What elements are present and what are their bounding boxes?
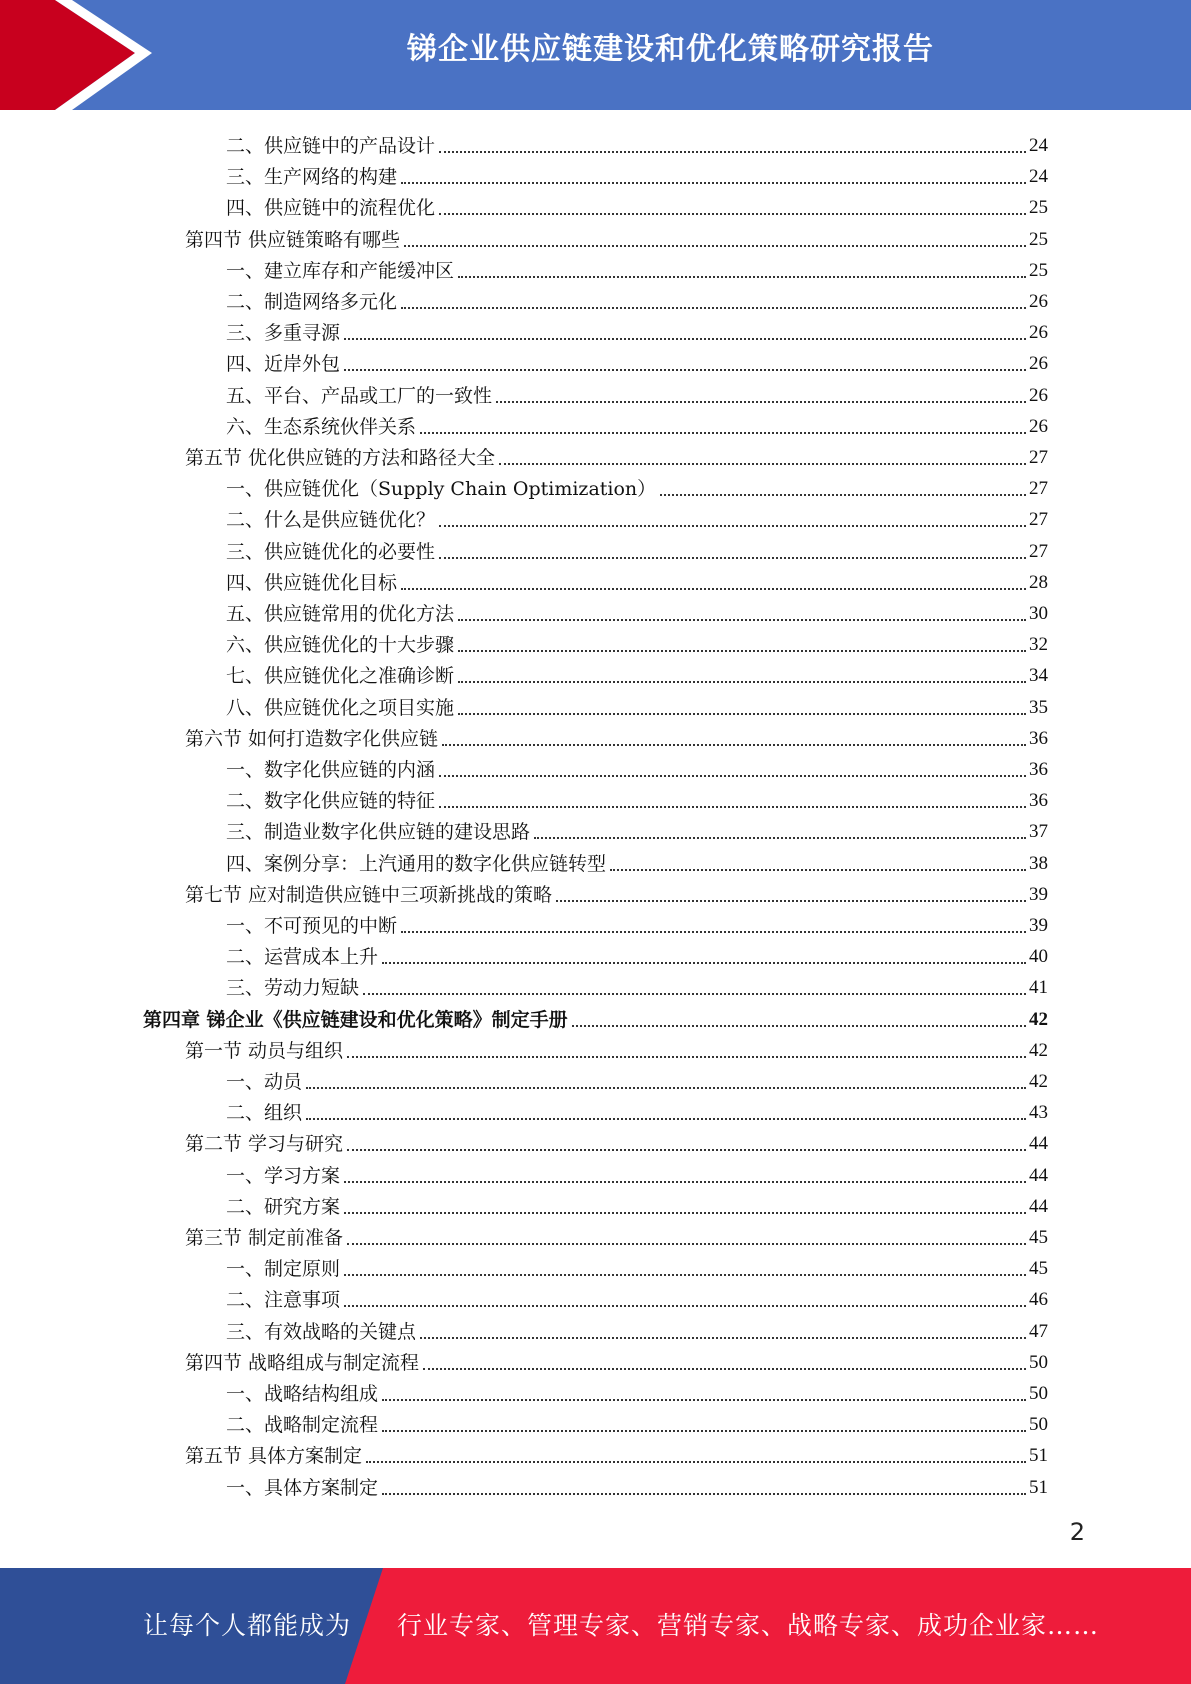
toc-entry-label: 第六节 如何打造数字化供应链 [185, 728, 439, 750]
toc-entry-label: 二、运营成本上升 [226, 946, 379, 968]
toc-subsection-entry[interactable] [226, 345, 1048, 376]
toc-subsection-entry[interactable] [226, 158, 1048, 189]
toc-subsection-entry[interactable] [226, 1375, 1048, 1406]
toc-section-entry[interactable] [185, 439, 1048, 470]
toc-subsection-entry[interactable] [226, 1063, 1048, 1094]
toc-entry-page: 27 [1029, 447, 1048, 468]
toc-dot-leader [439, 525, 1026, 527]
toc-entry-page: 45 [1029, 1258, 1048, 1279]
toc-entry-label: 一、战略结构组成 [226, 1383, 379, 1405]
toc-entry-page: 35 [1029, 697, 1048, 718]
toc-subsection-entry[interactable] [226, 1406, 1048, 1437]
toc-entry-page: 27 [1029, 541, 1048, 562]
toc-subsection-entry[interactable] [226, 501, 1048, 532]
toc-dot-leader [344, 1212, 1026, 1214]
toc-entry-label: 六、供应链优化的十大步骤 [226, 634, 455, 656]
toc-dot-leader [401, 588, 1026, 590]
toc-entry-label: 二、制造网络多元化 [226, 291, 398, 313]
toc-subsection-entry[interactable] [226, 1313, 1048, 1344]
toc-subsection-entry[interactable] [226, 813, 1048, 844]
toc-dot-leader [439, 775, 1026, 777]
toc-entry-page: 45 [1029, 1227, 1048, 1248]
toc-entry-label: 第一节 动员与组织 [185, 1040, 344, 1062]
toc-entry-page: 36 [1029, 728, 1048, 749]
toc-entry-label: 一、具体方案制定 [226, 1477, 379, 1499]
toc-dot-leader [499, 463, 1026, 465]
toc-entry-label: 三、供应链优化的必要性 [226, 541, 436, 563]
toc-subsection-entry[interactable] [226, 564, 1048, 595]
header-banner [0, 0, 1191, 110]
toc-entry-page: 27 [1029, 509, 1048, 530]
toc-subsection-entry[interactable] [226, 907, 1048, 938]
toc-entry-label: 八、供应链优化之项目实施 [226, 697, 455, 719]
toc-section-entry[interactable] [185, 1032, 1048, 1063]
toc-dot-leader [344, 1181, 1026, 1183]
toc-dot-leader [534, 837, 1026, 839]
toc-dot-leader [660, 494, 1026, 496]
toc-subsection-entry[interactable] [226, 533, 1048, 564]
toc-dot-leader [344, 369, 1026, 371]
toc-dot-leader [382, 1399, 1026, 1401]
toc-subsection-entry[interactable] [226, 1250, 1048, 1281]
toc-entry-page: 25 [1029, 229, 1048, 250]
toc-entry-page: 28 [1029, 572, 1048, 593]
toc-dot-leader [420, 1337, 1026, 1339]
toc-entry-page: 37 [1029, 821, 1048, 842]
toc-dot-leader [382, 1430, 1026, 1432]
toc-entry-page: 24 [1029, 135, 1048, 156]
toc-dot-leader [572, 1025, 1026, 1027]
toc-dot-leader [458, 713, 1026, 715]
toc-entry-label: 四、案例分享：上汽通用的数字化供应链转型 [226, 853, 607, 875]
toc-dot-leader [344, 1274, 1026, 1276]
toc-entry-page: 38 [1029, 853, 1048, 874]
toc-section-entry[interactable] [185, 876, 1048, 907]
toc-dot-leader [401, 931, 1026, 933]
toc-entry-label: 三、劳动力短缺 [226, 977, 360, 999]
toc-dot-leader [610, 869, 1026, 871]
toc-dot-leader [423, 1368, 1026, 1370]
toc-dot-leader [439, 557, 1026, 559]
toc-entry-label: 第七节 应对制造供应链中三项新挑战的策略 [185, 884, 553, 906]
toc-entry-page: 34 [1029, 665, 1048, 686]
toc-dot-leader [347, 1149, 1026, 1151]
toc-entry-label: 一、数字化供应链的内涵 [226, 759, 436, 781]
toc-subsection-entry[interactable] [226, 969, 1048, 1000]
toc-entry-page: 41 [1029, 977, 1048, 998]
toc-entry-label: 第四章 锑企业《供应链建设和优化策略》制定手册 [143, 1009, 568, 1031]
toc-subsection-entry[interactable] [226, 1157, 1048, 1188]
toc-entry-label: 三、有效战略的关键点 [226, 1321, 417, 1343]
toc-entry-page: 42 [1029, 1040, 1048, 1061]
toc-entry-page: 40 [1029, 946, 1048, 967]
footer-banner [0, 1568, 1191, 1684]
toc-entry-label: 二、研究方案 [226, 1196, 341, 1218]
toc-subsection-entry[interactable] [226, 470, 1048, 501]
toc-entry-label: 三、多重寻源 [226, 322, 341, 344]
toc-entry-label: 一、供应链优化（Supply Chain Optimization） [226, 478, 657, 500]
toc-entry-page: 39 [1029, 884, 1048, 905]
toc-dot-leader [401, 182, 1026, 184]
toc-dot-leader [404, 245, 1026, 247]
toc-entry-page: 50 [1029, 1352, 1048, 1373]
toc-entry-page: 44 [1029, 1196, 1048, 1217]
toc-entry-page: 51 [1029, 1477, 1048, 1498]
toc-subsection-entry[interactable] [226, 1281, 1048, 1312]
toc-entry-label: 第四节 供应链策略有哪些 [185, 229, 401, 251]
toc-entry-label: 二、供应链中的产品设计 [226, 135, 436, 157]
toc-entry-page: 26 [1029, 385, 1048, 406]
toc-section-entry[interactable] [185, 1344, 1048, 1375]
toc-dot-leader [306, 1118, 1026, 1120]
toc-dot-leader [458, 650, 1026, 652]
footer-slogan-left: 让每个人都能成为 [143, 1611, 352, 1640]
toc-dot-leader [363, 993, 1026, 995]
toc-entry-label: 第五节 具体方案制定 [185, 1445, 363, 1467]
toc-dot-leader [420, 432, 1026, 434]
toc-entry-label: 一、动员 [226, 1071, 303, 1093]
toc-dot-leader [458, 681, 1026, 683]
toc-section-entry[interactable] [185, 1125, 1048, 1156]
toc-subsection-entry[interactable] [226, 1094, 1048, 1125]
toc-entry-page: 42 [1029, 1071, 1048, 1092]
toc-subsection-entry[interactable] [226, 127, 1048, 158]
toc-chapter-entry[interactable] [143, 1001, 1048, 1032]
toc-section-entry[interactable] [185, 720, 1048, 751]
toc-dot-leader [347, 1056, 1026, 1058]
toc-entry-label: 四、近岸外包 [226, 353, 341, 375]
toc-subsection-entry[interactable] [226, 657, 1048, 688]
toc-entry-page: 51 [1029, 1445, 1048, 1466]
page-number: 2 [1069, 1518, 1085, 1546]
toc-entry-page: 36 [1029, 759, 1048, 780]
toc-entry-page: 30 [1029, 603, 1048, 624]
toc-dot-leader [458, 276, 1026, 278]
toc-entry-page: 25 [1029, 260, 1048, 281]
toc-entry-page: 26 [1029, 353, 1048, 374]
toc-entry-label: 一、建立库存和产能缓冲区 [226, 260, 455, 282]
toc-dot-leader [496, 401, 1026, 403]
toc-entry-page: 44 [1029, 1165, 1048, 1186]
toc-dot-leader [401, 307, 1026, 309]
toc-entry-label: 二、数字化供应链的特征 [226, 790, 436, 812]
toc-section-entry[interactable] [185, 1437, 1048, 1468]
toc-subsection-entry[interactable] [226, 1188, 1048, 1219]
toc-entry-label: 七、供应链优化之准确诊断 [226, 665, 455, 687]
toc-entry-label: 第五节 优化供应链的方法和路径大全 [185, 447, 496, 469]
toc-entry-page: 26 [1029, 416, 1048, 437]
toc-entry-page: 46 [1029, 1289, 1048, 1310]
toc-subsection-entry[interactable] [226, 377, 1048, 408]
toc-subsection-entry[interactable] [226, 595, 1048, 626]
toc-subsection-entry[interactable] [226, 938, 1048, 969]
toc-entry-label: 三、制造业数字化供应链的建设思路 [226, 821, 531, 843]
report-title: 锑企业供应链建设和优化策略研究报告 [407, 32, 934, 67]
toc-dot-leader [347, 1243, 1026, 1245]
toc-entry-page: 36 [1029, 790, 1048, 811]
toc-entry-label: 三、生产网络的构建 [226, 166, 398, 188]
toc-entry-label: 第三节 制定前准备 [185, 1227, 344, 1249]
toc-dot-leader [306, 1087, 1026, 1089]
toc-subsection-entry[interactable] [226, 626, 1048, 657]
toc-entry-page: 47 [1029, 1321, 1048, 1342]
toc-entry-label: 二、组织 [226, 1102, 303, 1124]
toc-dot-leader [344, 338, 1026, 340]
toc-subsection-entry[interactable] [226, 408, 1048, 439]
toc-entry-label: 一、制定原则 [226, 1258, 341, 1280]
toc-dot-leader [442, 744, 1026, 746]
toc-dot-leader [439, 806, 1026, 808]
toc-dot-leader [439, 151, 1026, 153]
toc-dot-leader [344, 1305, 1026, 1307]
toc-dot-leader [556, 900, 1026, 902]
toc-entry-page: 27 [1029, 478, 1048, 499]
toc-entry-label: 第四节 战略组成与制定流程 [185, 1352, 420, 1374]
toc-entry-label: 第二节 学习与研究 [185, 1133, 344, 1155]
toc-entry-label: 六、生态系统伙伴关系 [226, 416, 417, 438]
toc-entry-label: 二、什么是供应链优化？ [226, 509, 436, 531]
toc-subsection-entry[interactable] [226, 782, 1048, 813]
toc-entry-page: 25 [1029, 197, 1048, 218]
toc-entry-label: 四、供应链中的流程优化 [226, 197, 436, 219]
toc-entry-label: 一、不可预见的中断 [226, 915, 398, 937]
toc-subsection-entry[interactable] [226, 845, 1048, 876]
toc-subsection-entry[interactable] [226, 689, 1048, 720]
toc-entry-page: 26 [1029, 322, 1048, 343]
toc-entry-label: 五、平台、产品或工厂的一致性 [226, 385, 493, 407]
toc-entry-page: 24 [1029, 166, 1048, 187]
toc-dot-leader [382, 962, 1026, 964]
toc-subsection-entry[interactable] [226, 751, 1048, 782]
toc-dot-leader [366, 1461, 1026, 1463]
toc-entry-label: 二、战略制定流程 [226, 1414, 379, 1436]
toc-entry-label: 四、供应链优化目标 [226, 572, 398, 594]
toc-entry-page: 26 [1029, 291, 1048, 312]
toc-section-entry[interactable] [185, 221, 1048, 252]
toc-entry-label: 一、学习方案 [226, 1165, 341, 1187]
toc-entry-page: 44 [1029, 1133, 1048, 1154]
toc-section-entry[interactable] [185, 1219, 1048, 1250]
toc-entry-page: 50 [1029, 1414, 1048, 1435]
toc-dot-leader [458, 619, 1026, 621]
toc-subsection-entry[interactable] [226, 1469, 1048, 1500]
toc-entry-page: 42 [1029, 1009, 1048, 1030]
toc-entry-page: 39 [1029, 915, 1048, 936]
toc-dot-leader [382, 1493, 1026, 1495]
toc-dot-leader [439, 213, 1026, 215]
toc-subsection-entry[interactable] [226, 283, 1048, 314]
toc-subsection-entry[interactable] [226, 189, 1048, 220]
toc-subsection-entry[interactable] [226, 252, 1048, 283]
toc-subsection-entry[interactable] [226, 314, 1048, 345]
footer-slogan-right: 行业专家、管理专家、营销专家、战略专家、成功企业家…… [397, 1611, 1100, 1640]
toc-entry-label: 五、供应链常用的优化方法 [226, 603, 455, 625]
toc-entry-label: 二、注意事项 [226, 1289, 341, 1311]
header-red-arrow [0, 0, 135, 110]
toc-entry-page: 32 [1029, 634, 1048, 655]
toc-entry-page: 43 [1029, 1102, 1048, 1123]
toc-entry-page: 50 [1029, 1383, 1048, 1404]
